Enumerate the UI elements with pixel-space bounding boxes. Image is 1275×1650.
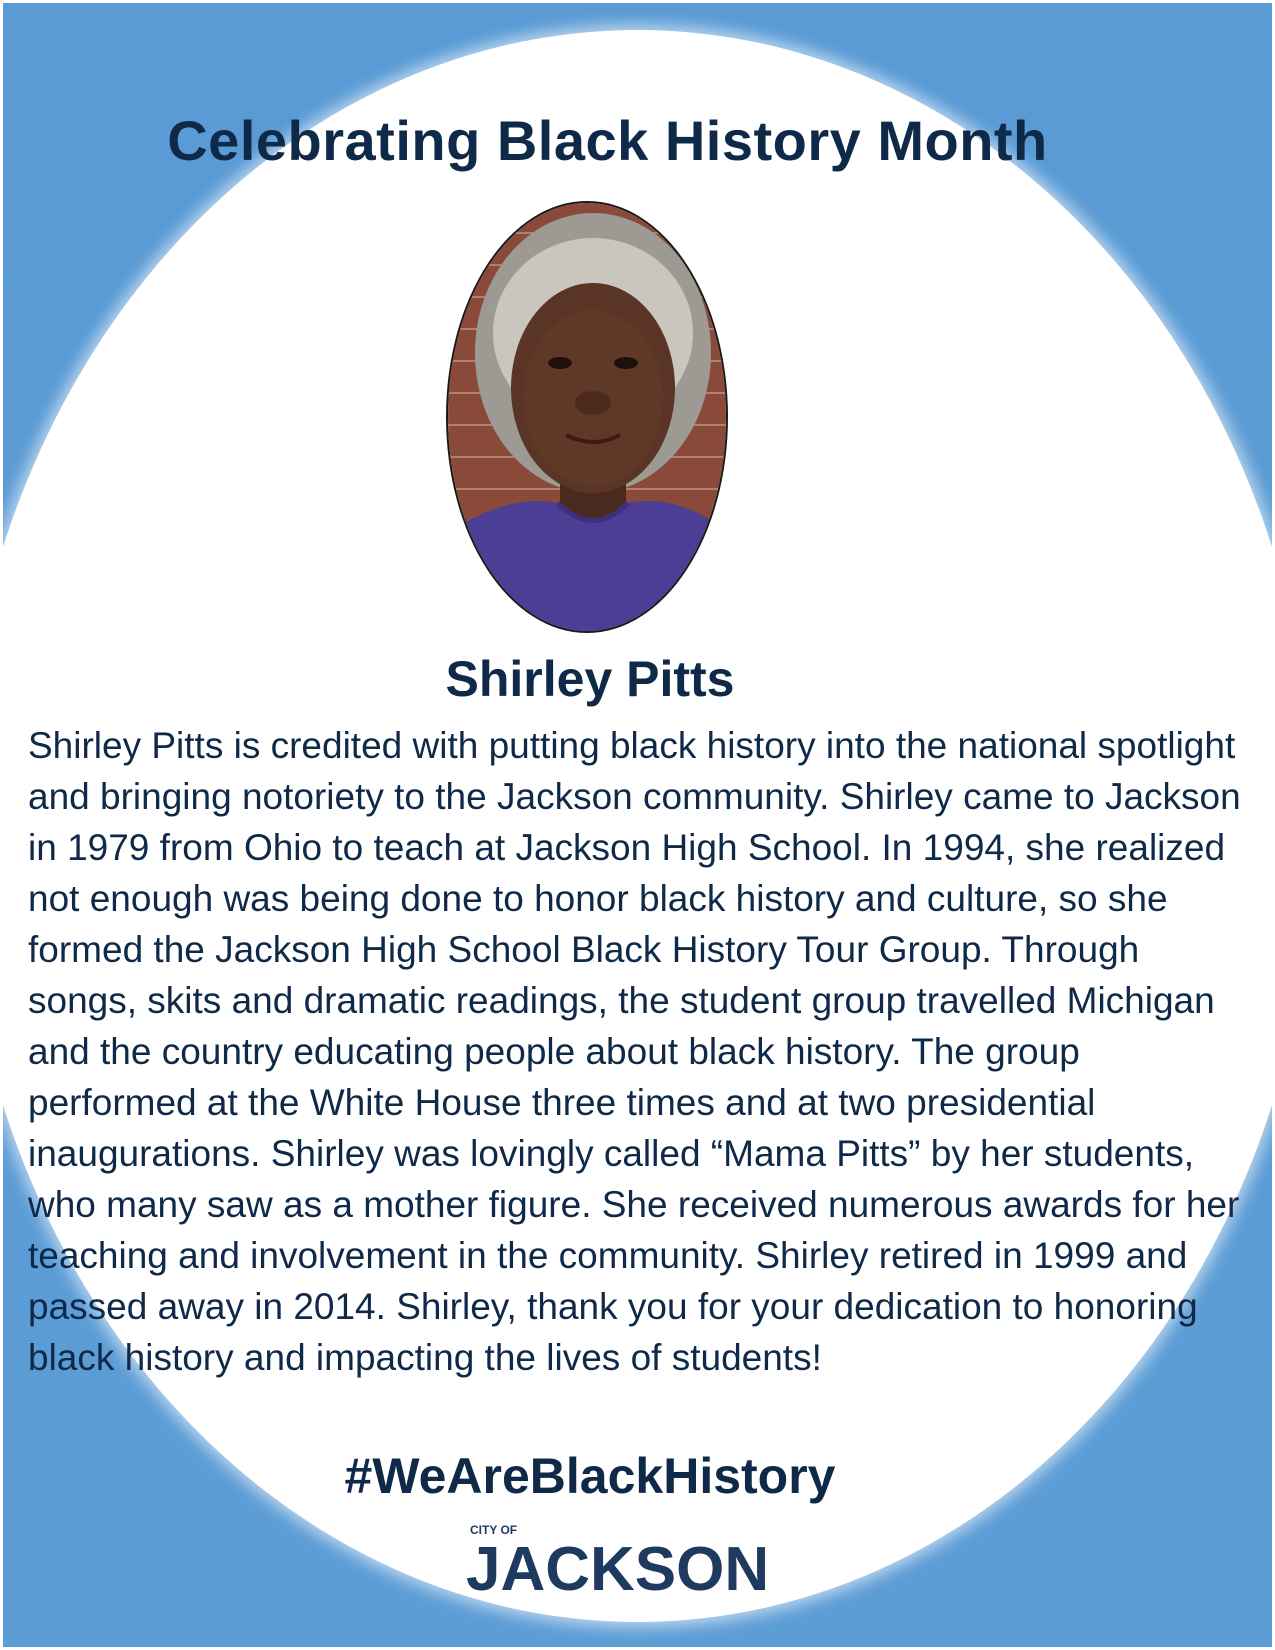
hashtag: #WeAreBlackHistory (344, 1448, 836, 1504)
city-of-jackson-logo (466, 1520, 826, 1595)
logo-city-of-text: CITY OF (470, 1523, 518, 1537)
logo-jackson-text: JACKSON (466, 1535, 770, 1595)
biography-text: Shirley Pitts is credited with putting black history into the national spotlight and bringing notoriety to the Jackson community. Shirley came to Jackson in 1979 from Ohio to teach at Jackson High School. In 1994, she realized not enough was being done to honor black history and culture, so she formed the Jackson High School Black History Tour Group. Through songs, skits and dramatic readings, the student group travelled Michigan and the country educating people about black history. The group performed at the White House three times and at two presidential inaugurations. Shirley was lovingly called “Mama Pitts” by her students, who many saw as a mother figure. She received numerous awards for her teaching and involvement in the community. Shirley retired in 1999 and passed away in 2014. Shirley, thank you for your dedication to honoring black history and impacting the lives of students! (28, 725, 1241, 1378)
portrait-illustration (448, 203, 728, 633)
page-title: Celebrating Black History Month (167, 109, 1048, 172)
person-name: Shirley Pitts (445, 651, 735, 707)
portrait-photo (446, 201, 728, 633)
